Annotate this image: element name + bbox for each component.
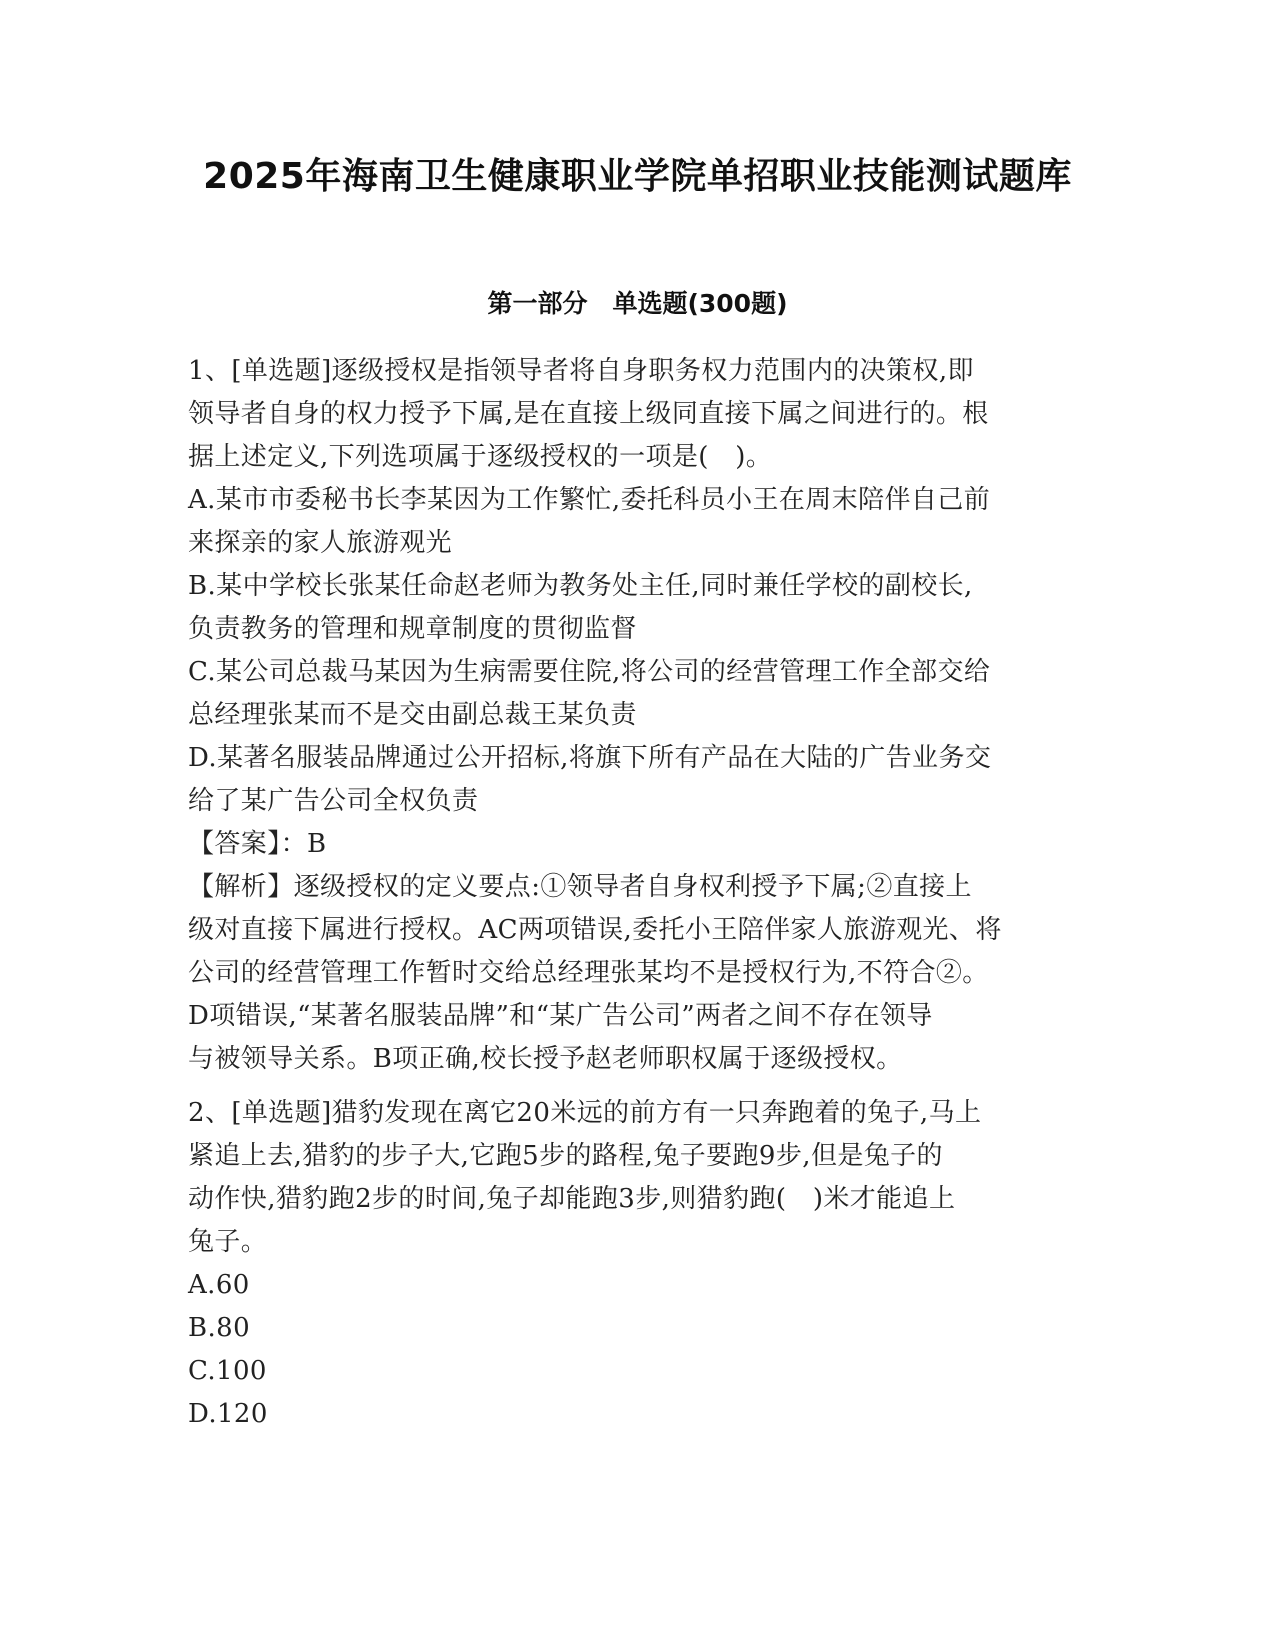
option-d: D.120 [188, 1399, 268, 1429]
stem-line: 动作快,猎豹跑2步的时间,兔子却能跑3步,则猎豹跑( )米才能追上 [188, 1184, 956, 1214]
stem-line: 紧追上去,猎豹的步子大,它跑5步的路程,兔子要跑9步,但是兔子的 [188, 1141, 943, 1171]
option-line: 给了某广告公司全权负责 [188, 786, 479, 816]
option-line: C.某公司总裁马某因为生病需要住院,将公司的经营管理工作全部交给 [188, 657, 991, 687]
analysis-block [188, 866, 1088, 1081]
analysis-line: 公司的经营管理工作暂时交给总经理张某均不是授权行为,不符合②。 [188, 958, 989, 988]
option-b: B.80 [188, 1313, 251, 1343]
stem-line: 1、[单选题]逐级授权是指领导者将自身职务权力范围内的决策权,即 [188, 356, 974, 386]
option-c: C.100 [188, 1356, 267, 1386]
question-stem [188, 350, 1088, 479]
section-title: 第一部分 单选题(300题) [487, 289, 788, 318]
option-line: 来探亲的家人旅游观光 [188, 528, 453, 558]
option-line: 负责教务的管理和规章制度的贯彻监督 [188, 614, 637, 644]
question-1 [188, 350, 1088, 1081]
stem-line: 2、[单选题]猎豹发现在离它20米远的前方有一只奔跑着的兔子,马上 [188, 1098, 982, 1128]
question-stem [188, 1092, 1088, 1264]
option-c [188, 651, 1088, 737]
stem-line: 领导者自身的权力授予下属,是在直接上级同直接下属之间进行的。根 [188, 399, 989, 429]
option-a [188, 479, 1088, 565]
option-a: A.60 [188, 1270, 250, 1300]
option-line: A.某市市委秘书长李某因为工作繁忙,委托科员小王在周末陪伴自己前 [188, 485, 991, 515]
analysis-line: D项错误,“某著名服装品牌”和“某广告公司”两者之间不存在领导 [188, 1001, 933, 1031]
stem-line: 据上述定义,下列选项属于逐级授权的一项是( )。 [188, 442, 773, 472]
analysis-line: 与被领导关系。B项正确,校长授予赵老师职权属于逐级授权。 [188, 1044, 903, 1074]
answer-line: 【答案】：B [188, 829, 327, 859]
stem-line: 兔子。 [188, 1227, 268, 1257]
option-line: B.某中学校长张某任命赵老师为教务处主任,同时兼任学校的副校长, [188, 571, 973, 601]
option-b [188, 565, 1088, 651]
document-title: 2025年海南卫生健康职业学院单招职业技能测试题库 [203, 156, 1072, 197]
option-line: 总经理张某而不是交由副总裁王某负责 [188, 700, 637, 730]
question-2 [188, 1092, 1088, 1436]
option-d [188, 737, 1088, 823]
analysis-line: 【解析】逐级授权的定义要点:①领导者自身权利授予下属;②直接上 [188, 872, 972, 902]
analysis-line: 级对直接下属进行授权。AC两项错误,委托小王陪伴家人旅游观光、将 [188, 915, 1002, 945]
option-line: D.某著名服装品牌通过公开招标,将旗下所有产品在大陆的广告业务交 [188, 743, 992, 773]
